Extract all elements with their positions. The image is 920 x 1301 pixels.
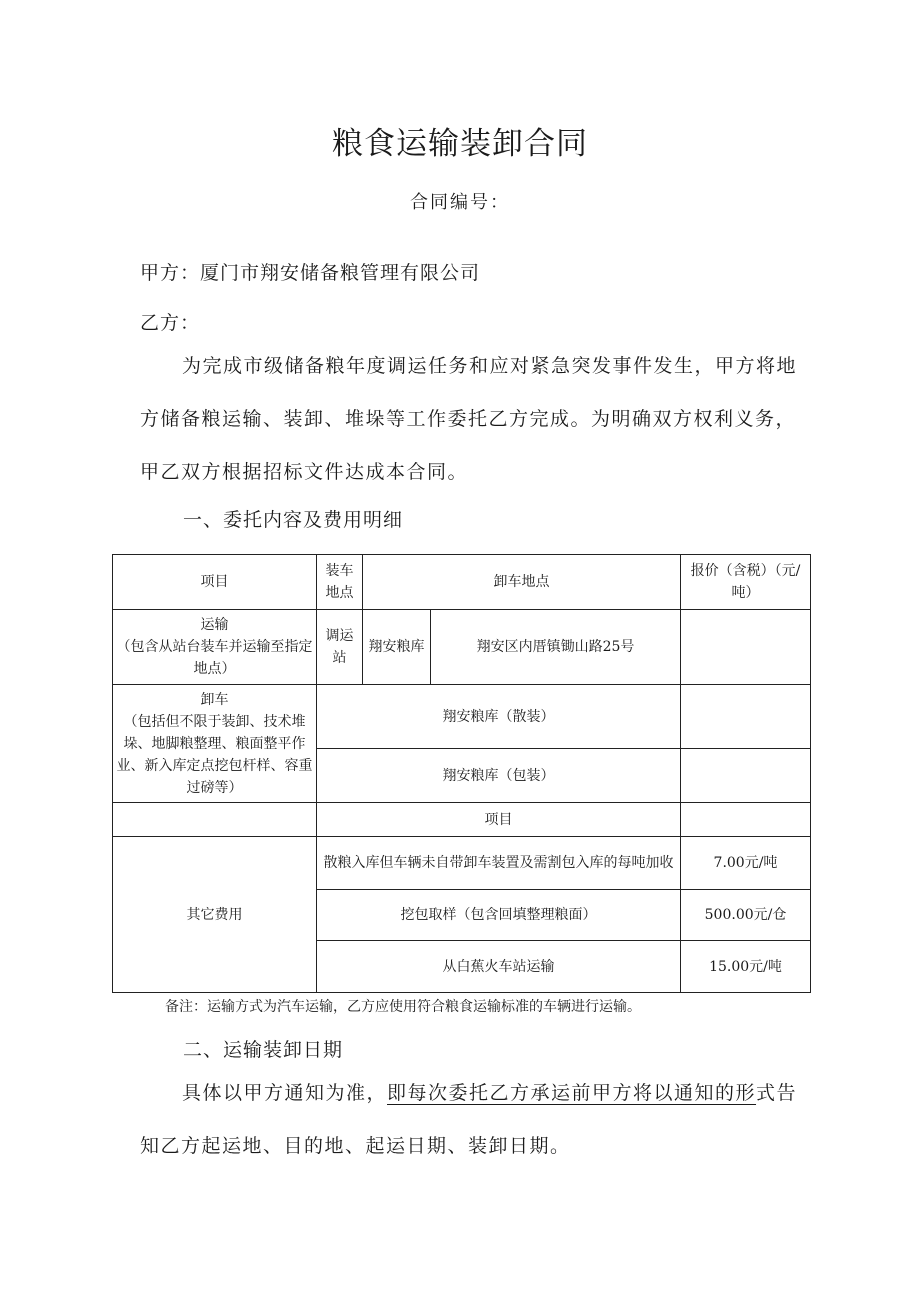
transport-load-place: 调运站: [317, 610, 363, 685]
unload-packed: 翔安粮库（包装）: [317, 749, 681, 803]
other-item-name-1: 散粮入库但车辆未自带卸车装置及需割包入库的每吨加收: [317, 837, 681, 890]
section2-text-after: 式告知乙方起运地、目的地、起运日期、装卸日期。: [140, 1082, 798, 1157]
transport-price: [681, 610, 811, 685]
other-row-1: [113, 837, 811, 890]
unload-label: 卸车: [200, 691, 229, 708]
header-item: 项目: [113, 555, 317, 610]
section2-text-underlined: 即每次委托乙方承运前甲方将以通知的形: [387, 1082, 757, 1104]
section2-text-before: 具体以甲方通知为准，: [182, 1082, 388, 1104]
other-item-price-2: 500.00元/仓: [681, 890, 811, 941]
other-header-item: 项目: [317, 803, 681, 837]
other-item-name-2: 挖包取样（包含回填整理粮面）: [317, 890, 681, 941]
transport-cell: [113, 610, 317, 685]
intro-paragraph: 为完成市级储备粮年度调运任务和应对紧急突发事件发生，甲方将地方储备粮运输、装卸、堆垛等工作委托乙方完成。为明确双方权利义务，甲乙双方根据招标文件达成本合同。: [140, 355, 798, 483]
unload-bulk-price: [681, 685, 811, 749]
other-header-row: [113, 803, 811, 837]
transport-label: 运输: [200, 617, 229, 633]
section1-title: 一、委托内容及费用明细: [183, 509, 404, 531]
contract-number-label: 合同编号：: [410, 192, 510, 213]
table-header-row: [113, 555, 811, 610]
section2-title: 二、运输装卸日期: [183, 1039, 344, 1061]
unload-packed-price: [681, 749, 811, 803]
unload-bulk: 翔安粮库（散装）: [317, 685, 681, 749]
other-item-price-3: 15.00元/吨: [681, 941, 811, 993]
other-item-price-1: 7.00元/吨: [681, 837, 811, 890]
party-b: 乙方：: [140, 312, 201, 334]
document-title: 粮食运输装卸合同: [332, 126, 588, 162]
party-a: 甲方：厦门市翔安储备粮管理有限公司: [140, 262, 481, 284]
table-note: 备注：运输方式为汽车运输，乙方应使用符合粮食运输标准的车辆进行运输。: [165, 999, 641, 1015]
transport-row: [113, 610, 811, 685]
other-header-blank: [113, 803, 317, 837]
unload-cell: [113, 685, 317, 803]
header-price: 报价（含税）（元/吨）: [681, 555, 811, 610]
section2-paragraph: [140, 1067, 810, 1173]
other-header-price-blank: [681, 803, 811, 837]
unload-desc: （包括但不限于装卸、技术堆垛、地脚粮整理、粮面整平作业、新入库定点挖包杆样、容重过磅等）: [116, 713, 313, 796]
transport-warehouse: 翔安粮库: [363, 610, 431, 685]
header-load-place: 装车地点: [317, 555, 363, 610]
header-unload-place: 卸车地点: [363, 555, 681, 610]
unload-bulk-row: [113, 685, 811, 749]
transport-desc: （包含从站台装车并运输至指定地点）: [116, 639, 313, 677]
transport-address: 翔安区内厝镇锄山路25号: [431, 610, 681, 685]
other-item-name-3: 从白蕉火车站运输: [317, 941, 681, 993]
fee-table: [112, 554, 811, 993]
other-label: 其它费用: [113, 837, 317, 993]
